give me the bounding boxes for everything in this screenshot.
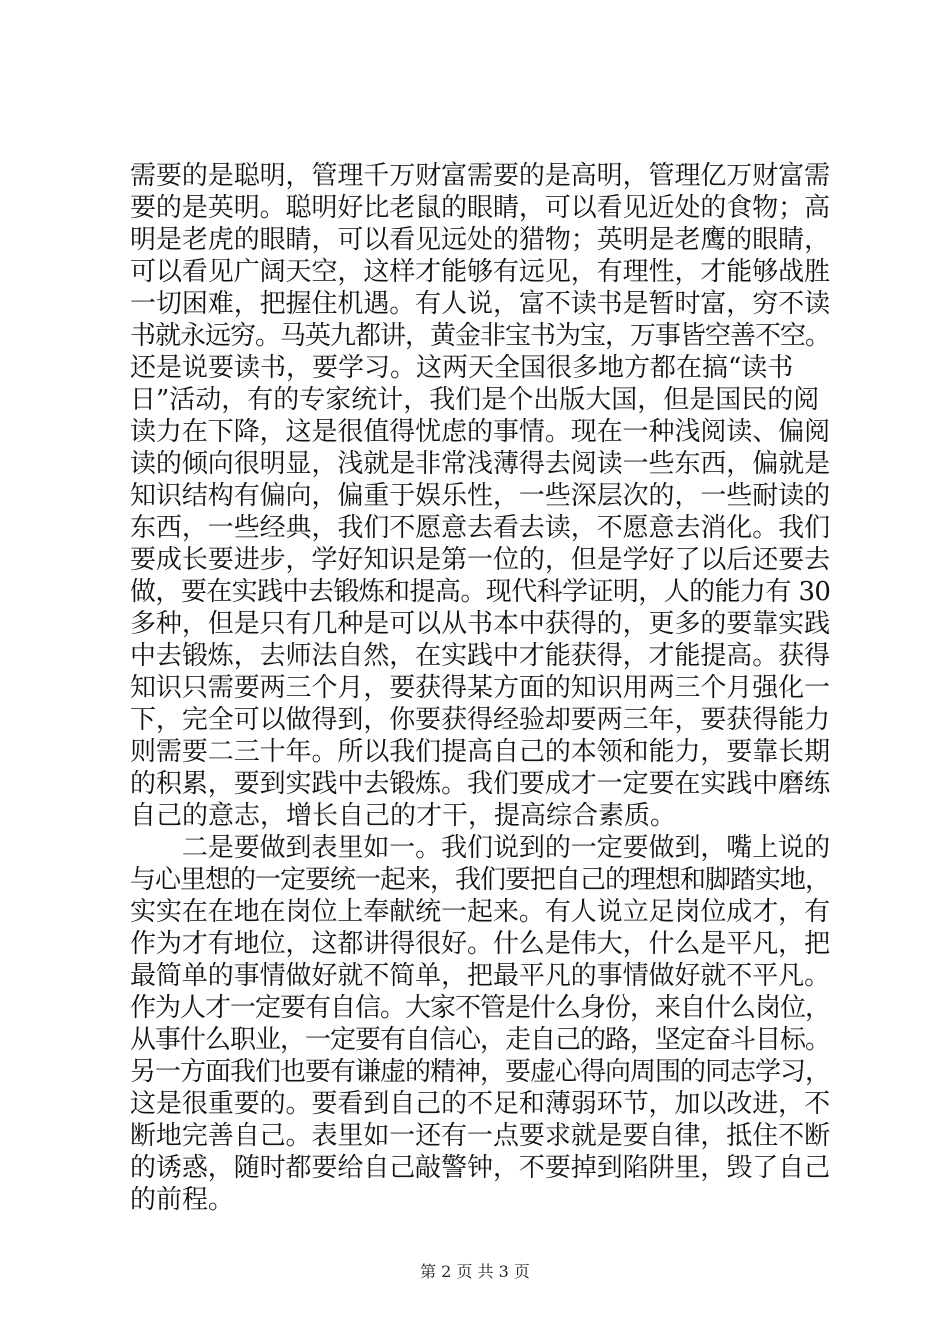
text-line: 的诱惑，随时都要给自己敲警钟，不要掉到陷阱里，毁了自己 <box>130 1153 831 1183</box>
text-line: 要成长要进步，学好知识是第一位的，但是学好了以后还要去 <box>130 545 831 575</box>
text-line: 读的倾向很明显，浅就是非常浅薄得去阅读一些东西，偏就是 <box>130 449 831 479</box>
text-line: 从事什么职业，一定要有自信心，走自己的路，坚定奋斗目标。 <box>130 1025 831 1055</box>
text-line: 下，完全可以做得到，你要获得经验却要两三年，要获得能力 <box>130 705 831 735</box>
page-number-footer: 第 2 页 共 3 页 <box>420 1262 530 1281</box>
text-line: 则需要二三十年。所以我们提高自己的本领和能力，要靠长期 <box>130 737 831 767</box>
text-line: 的积累，要到实践中去锻炼。我们要成才一定要在实践中磨练 <box>130 769 831 799</box>
text-line: 读力在下降，这是很值得忧虑的事情。现在一种浅阅读、偏阅 <box>130 417 831 447</box>
text-line: 最简单的事情做好就不简单，把最平凡的事情做好就不平凡。 <box>130 961 831 991</box>
text-line: 多种，但是只有几种是可以从书本中获得的，更多的要靠实践 <box>130 609 831 639</box>
text-line: 做，要在实践中去锻炼和提高。现代科学证明，人的能力有 30 <box>130 577 831 607</box>
text-line: 要的是英明。聪明好比老鼠的眼睛，可以看见近处的食物；高 <box>130 193 831 223</box>
text-line: 中去锻炼，去师法自然，在实践中才能获得，才能提高。获得 <box>130 641 831 671</box>
text-line: 东西，一些经典，我们不愿意去看去读，不愿意去消化。我们 <box>130 513 831 543</box>
text-line: 还是说要读书，要学习。这两天全国很多地方都在搞“读书 <box>130 353 794 383</box>
body-text <box>130 160 830 1216</box>
text-line: 这是很重要的。要看到自己的不足和薄弱环节，加以改进，不 <box>130 1089 831 1119</box>
text-line: 需要的是聪明，管理千万财富需要的是高明，管理亿万财富需 <box>130 161 831 191</box>
text-line: 实实在在地在岗位上奉献统一起来。有人说立足岗位成才，有 <box>130 897 831 927</box>
text-line: 日”活动，有的专家统计，我们是个出版大国，但是国民的阅 <box>130 385 820 415</box>
text-line: 书就永远穷。马英九都讲，黄金非宝书为宝，万事皆空善不空。 <box>130 321 831 351</box>
text-line: 作为人才一定要有自信。大家不管是什么身份，来自什么岗位， <box>130 993 831 1023</box>
text-line: 知识结构有偏向，偏重于娱乐性，一些深层次的，一些耐读的 <box>130 481 831 511</box>
text-line: 可以看见广阔天空，这样才能够有远见，有理性，才能够战胜 <box>130 257 831 287</box>
text-line: 断地完善自己。表里如一还有一点要求就是要自律，抵住不断 <box>130 1121 831 1151</box>
text-line: 的前程。 <box>130 1185 235 1215</box>
paragraph-start-line: 二是要做到表里如一。我们说到的一定要做到，嘴上说的 <box>130 833 831 863</box>
text-line: 另一方面我们也要有谦虚的精神，要虚心得向周围的同志学习， <box>130 1057 831 1087</box>
text-line: 知识只需要两三个月，要获得某方面的知识用两三个月强化一 <box>130 673 831 703</box>
text-line: 作为才有地位，这都讲得很好。什么是伟大，什么是平凡，把 <box>130 929 831 959</box>
text-line: 明是老虎的眼睛，可以看见远处的猎物；英明是老鹰的眼睛， <box>130 225 831 255</box>
text-line: 一切困难，把握住机遇。有人说，富不读书是暂时富，穷不读 <box>130 289 831 319</box>
text-line: 与心里想的一定要统一起来，我们要把自己的理想和脚踏实地， <box>130 865 831 895</box>
text-line: 自己的意志，增长自己的才干，提高综合素质。 <box>130 801 677 831</box>
